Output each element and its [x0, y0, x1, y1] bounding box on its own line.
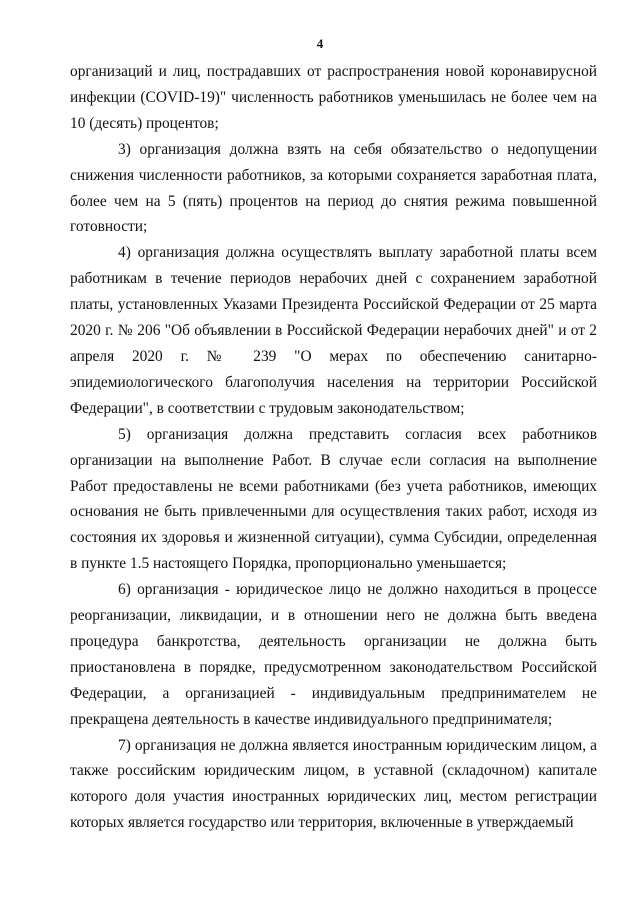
paragraph-item-3: 3) организация должна взять на себя обязательство о недопущении снижения численности работников, за которыми сохраняется заработная плата, более чем на 5 (пять) процентов на период до снятия режима повышенной готовности;	[70, 140, 597, 236]
page-number: 4	[316, 36, 324, 51]
paragraph-item-4: 4) организация должна осуществлять выплату заработной платы всем работникам в течение периодов нерабочих дней с сохранением заработной платы, установленных Указами Президента Российской Федерации от 25 марта 2020 г. № 206 "Об объявлении в Российской Федерации нерабочих дней" и от 2 апреля 2020 г. № 239 "О мерах по обеспечению санитарно-эпидемиологического благополучия населения на территории Российской Федерации", в соответствии с трудовым законодательством;	[70, 244, 597, 417]
paragraph-item-7: 7) организация не должна является иностранным юридическим лицом, а также российским юридическим лицом, в уставной (складочном) капитале которого доля участия иностранных юридических лиц, местом регистрации которых является государство или территория, включенные в утверждаемый	[70, 736, 597, 832]
paragraph-continuation: организаций и лиц, пострадавших от распространения новой коронавирусной инфекции (COVID-19)" численность работников уменьшилась не более чем на 10 (десять) процентов;	[70, 63, 597, 132]
paragraph-item-6: 6) организация - юридическое лицо не должно находиться в процессе реорганизации, ликвидации, и в отношении него не должна быть введена процедура банкротства, деятельность организации не должна быть приостановлена в порядке, предусмотренном законодательством Российской Федерации, а организацией - индивидуальным предпринимателем не прекращена деятельность в качестве индивидуального предпринимателя;	[70, 581, 597, 728]
document-body	[70, 59, 597, 836]
paragraph-item-5: 5) организация должна представить согласия всех работников организации на выполнение Работ. В случае если согласия на выполнение Работ предоставлены не всеми работниками (без учета работников, имеющих основания не быть привлеченными для осуществления таких работ, исходя из состояния их здоровья и жизненной ситуации), сумма Субсидии, определенная в пункте 1.5 настоящего Порядка, пропорционально уменьшается;	[70, 425, 597, 573]
